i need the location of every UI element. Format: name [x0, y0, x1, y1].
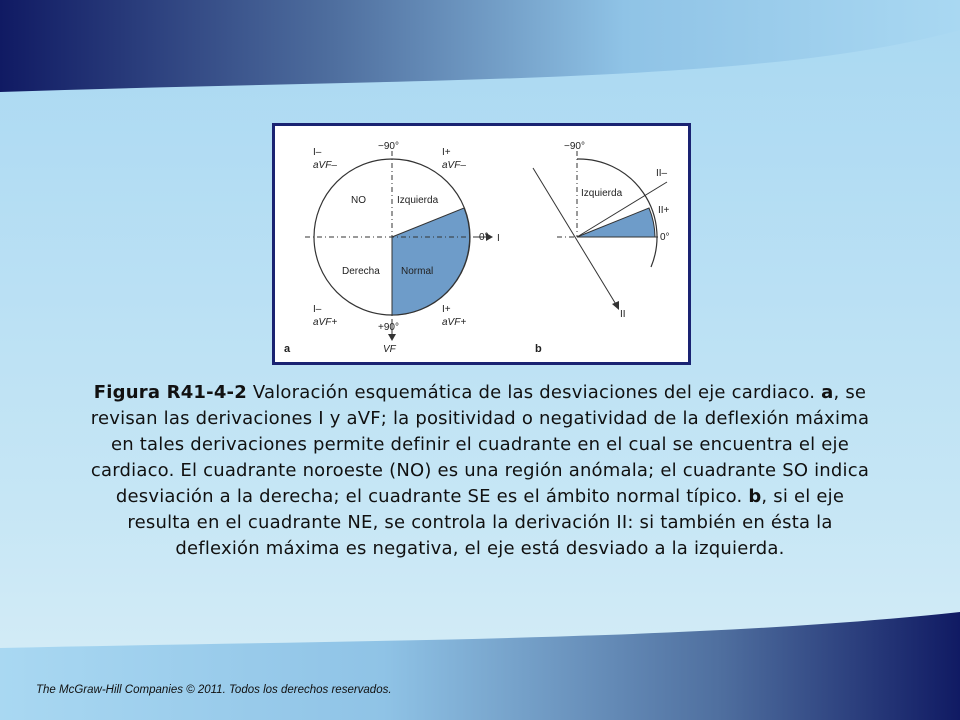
panel-b-lead-ii-arrowhead	[612, 301, 619, 310]
panel-b-lead-ii-arrow-label: II	[620, 309, 626, 320]
panel-a-right-axis-label: 0°	[479, 232, 489, 243]
caption-letter-a: a	[821, 382, 834, 403]
panel-a-normal-sector	[392, 208, 470, 315]
panel-a-corner-top-right-2: aVF–	[442, 160, 466, 171]
axis-diagram	[275, 126, 688, 362]
panel-a-quadrant-nw: NO	[351, 195, 366, 206]
panel-a-bottom-lead-label: VF	[383, 344, 396, 355]
panel-b-lead-ii-plus: II+	[658, 205, 670, 216]
figure-caption	[90, 380, 870, 562]
panel-b-top-axis-label: −90°	[564, 141, 585, 152]
caption-text-2: , se revisan las derivaciones I y aVF; la positividad o negatividad de la deflexión máxima en tales derivaciones permite definir el cuadrante en el cual se encuentra el eje cardiaco. El cuadrante noroeste (NO) es una región anómala; el cuadrante SO indica desviación a la derecha; el cuadrante SE es el ámbito normal típico.	[90, 382, 870, 507]
panel-b-left-sector	[577, 208, 655, 237]
panel-a-corner-bottom-left-2: aVF+	[313, 317, 338, 328]
panel-b-right-axis-label: 0°	[660, 232, 670, 243]
panel-a-quadrant-sw: Derecha	[342, 266, 380, 277]
panel-a-right-lead-label: I	[497, 233, 500, 244]
panel-a-corner-bottom-right-1: I+	[442, 304, 451, 315]
panel-a-letter: a	[284, 343, 291, 355]
caption-text-3: , si el eje resulta en el cuadrante NE, se controla la derivación II: si también en ésta la deflexión máxima es negativa, el eje está desviado a la izquierda.	[127, 486, 845, 559]
panel-a-corner-top-left-1: I–	[313, 147, 322, 158]
panel-a-vf-arrowhead	[388, 334, 396, 341]
panel-a-corner-top-left-2: aVF–	[313, 160, 337, 171]
caption-figure-id: Figura R41-4-2	[93, 382, 247, 403]
panel-a-quadrant-se: Normal	[401, 266, 434, 277]
panel-b	[533, 141, 670, 355]
panel-b-quadrant-label: Izquierda	[581, 188, 623, 199]
figure-frame	[272, 123, 691, 365]
panel-a-quadrant-ne: Izquierda	[397, 195, 439, 206]
panel-b-letter: b	[535, 343, 542, 355]
panel-a-corner-top-right-1: I+	[442, 147, 451, 158]
panel-a	[284, 141, 500, 355]
panel-a-top-axis-label: −90°	[378, 141, 399, 152]
panel-a-corner-bottom-left-1: I–	[313, 304, 322, 315]
caption-letter-b: b	[748, 486, 762, 507]
panel-a-corner-bottom-right-2: aVF+	[442, 317, 467, 328]
panel-b-lead-ii-minus: II–	[656, 168, 668, 179]
caption-text-1: Valoración esquemática de las desviaciones del eje cardiaco.	[246, 382, 822, 403]
panel-a-bottom-axis-label: +90°	[378, 322, 399, 333]
copyright-footer: The McGraw-Hill Companies © 2011. Todos los derechos reservados.	[36, 684, 392, 696]
